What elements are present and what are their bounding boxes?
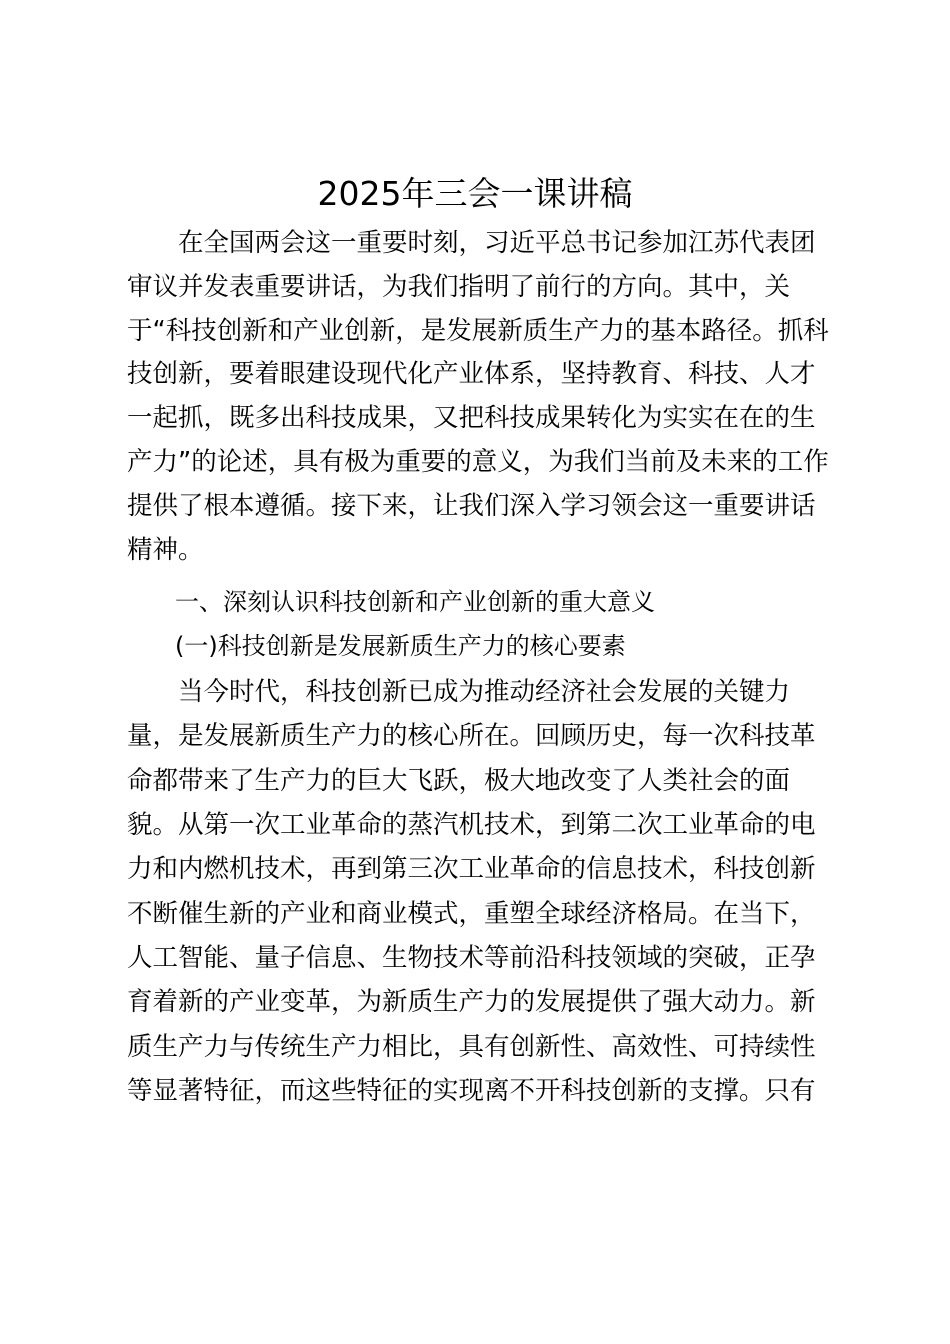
section-heading: 一、深刻认识科技创新和产业创新的重大意义 — [127, 588, 655, 616]
paragraph-line: 不断催生新的产业和商业模式，重塑全球经济格局。在当下， — [127, 899, 816, 929]
paragraph-line: 一起抓，既多出科技成果，又把科技成果转化为实实在在的生 — [127, 403, 816, 433]
paragraph-line: 命都带来了生产力的巨大飞跃，极大地改变了人类社会的面 — [127, 766, 791, 796]
paragraph-line: 貌。从第一次工业革命的蒸汽机技术，到第二次工业革命的电 — [127, 810, 816, 840]
paragraph-line: 质生产力与传统生产力相比，具有创新性、高效性、可持续性 — [127, 1032, 816, 1062]
paragraph-line: 审议并发表重要讲话，为我们指明了前行的方向。其中，关 — [127, 272, 791, 302]
document-title: 2025年三会一课讲稿 — [317, 174, 633, 213]
paragraph-line: 量，是发展新质生产力的核心所在。回顾历史，每一次科技革 — [127, 721, 816, 751]
paragraph-line: 提供了根本遵循。接下来，让我们深入学习领会这一重要讲话 — [127, 491, 816, 521]
paragraph-line: 产力”的论述，具有极为重要的意义，为我们当前及未来的工作 — [127, 447, 829, 477]
paragraph-line: 力和内燃机技术，再到第三次工业革命的信息技术，科技创新 — [127, 854, 816, 884]
paragraph-line: 人工智能、量子信息、生物技术等前沿科技领域的突破，正孕 — [127, 943, 816, 973]
paragraph-line: 育着新的产业变革，为新质生产力的发展提供了强大动力。新 — [127, 987, 816, 1017]
paragraph-line: 精神。 — [127, 535, 204, 565]
paragraph-line: 技创新，要着眼建设现代化产业体系，坚持教育、科技、人才 — [127, 359, 816, 389]
paragraph-line: 当今时代，科技创新已成为推动经济社会发展的关键力 — [127, 677, 791, 707]
subsection-heading: (一)科技创新是发展新质生产力的核心要素 — [127, 632, 626, 660]
paragraph-line: 等显著特征，而这些特征的实现离不开科技创新的支撑。只有 — [127, 1076, 816, 1106]
paragraph-line: 在全国两会这一重要时刻，习近平总书记参加江苏代表团 — [127, 228, 816, 258]
paragraph-line: 于“科技创新和产业创新，是发展新质生产力的基本路径。抓科 — [127, 316, 829, 346]
